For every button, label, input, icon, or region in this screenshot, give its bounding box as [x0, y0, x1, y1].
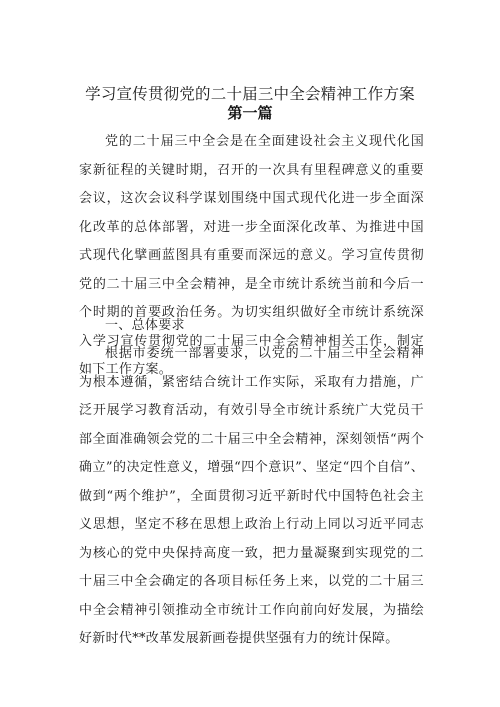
intro-paragraph: 党的二十届三中全会是在全面建设社会主义现代化国家新征程的关键时期，召开的一次具有里程碑意义的重要会议，这次会议科学谋划围绕中国式现代化进一步全面深化改革的总体部署，对进一步全面深化改革、为推进中国式现代化擘画蓝图具有重要而深远的意义。学习宣传贯彻党的二十届三中全会精神，是全市统计系统当前和今后一个时期的首要政治任务。为切实组织做好全市统计系统深入学习宣传贯彻党的二十届三中全会精神相关工作，制定如下工作方案。	[79, 134, 424, 377]
document-title: 学习宣传贯彻党的二十届三中全会精神工作方案	[85, 85, 415, 103]
body-paragraph: 根据市委统一部署要求，以党的二十届三中全会精神为根本遵循，紧密结合统计工作实际，采取有力措施，广泛开展学习教育活动，有效引导全市统计系统广大党员干部全面准确领会党的二十届三中全会精神，深刻领悟“两个确立”的决定性意义，增强“四个意识”、坚定“四个自信”、做到“两个维护”，全面贯彻习近平新时代中国特色社会主义思想，坚定不移在思想上政治上行动上同以习近平同志为核心的党中央保持高度一致，把力量凝聚到实现党的二十届三中全会确定的各项目标任务上来，以党的二十届三中全会精神引领推动全市统计工作向前向好发展，为描绘好新时代**改革发展新画卷提供坚强有力的统计保障。	[79, 346, 424, 646]
document-subtitle: 第一篇	[227, 104, 273, 122]
section-heading: 一、总体要求	[105, 318, 185, 333]
